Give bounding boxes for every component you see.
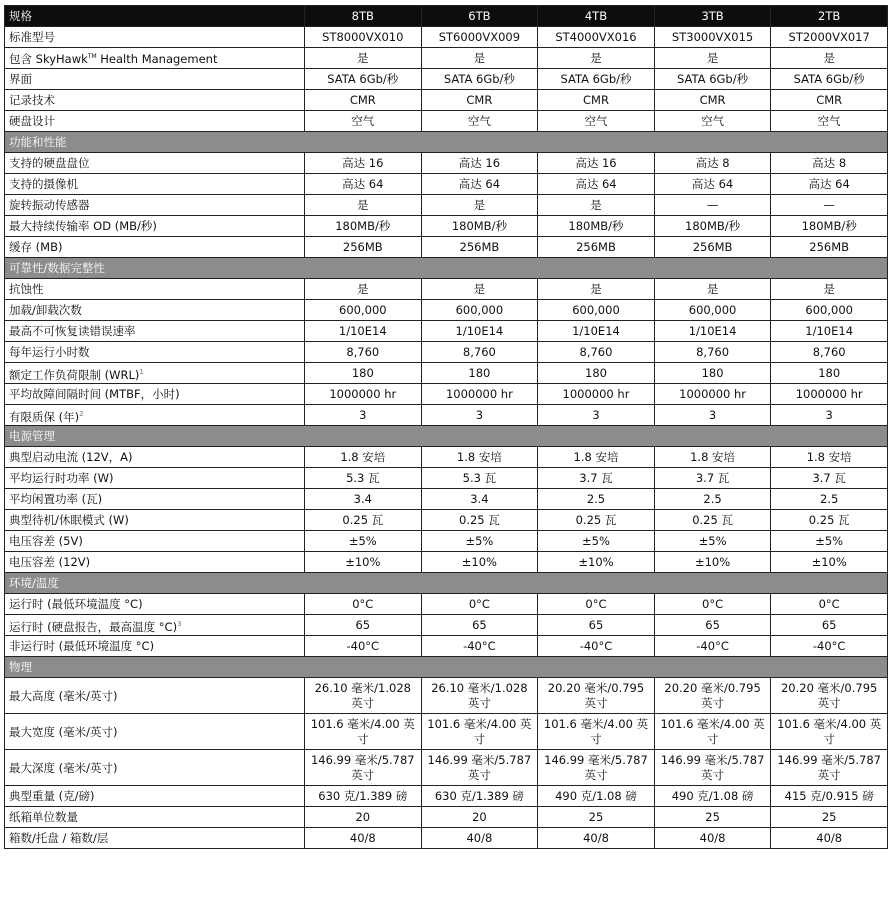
value-cell: 256MB [654, 237, 771, 258]
value-cell: 2.5 [771, 489, 888, 510]
table-row [5, 714, 888, 750]
value-cell: 180MB/秒 [305, 216, 422, 237]
row-label: 平均闲置功率 (瓦) [9, 492, 103, 506]
value-cell: 是 [654, 48, 771, 69]
value-cell: 101.6 毫米/4.00 英寸 [421, 714, 538, 750]
value-cell: -40°C [654, 636, 771, 657]
row-label-cell [5, 90, 305, 111]
footnote-marker: 2 [79, 409, 84, 418]
value-cell: 25 [654, 807, 771, 828]
row-label-cell [5, 69, 305, 90]
row-label: 额定工作负荷限制 (WRL) [9, 367, 140, 382]
value-cell: 1.8 安培 [421, 447, 538, 468]
row-label-cell [5, 489, 305, 510]
value-cell: 1000000 hr [771, 384, 888, 405]
section-row [5, 132, 888, 153]
section-title: 电源管理 [5, 426, 888, 447]
value-cell: -40°C [305, 636, 422, 657]
value-cell: 是 [305, 48, 422, 69]
capacity-header: 8TB [305, 6, 422, 27]
row-label: 运行时 (最低环境温度 °C) [9, 597, 143, 611]
value-cell: 65 [654, 615, 771, 636]
value-cell: 40/8 [771, 828, 888, 849]
value-cell: 是 [771, 48, 888, 69]
value-cell: 是 [538, 195, 655, 216]
value-cell: 是 [771, 279, 888, 300]
value-cell: 256MB [421, 237, 538, 258]
table-row [5, 237, 888, 258]
value-cell: 65 [305, 615, 422, 636]
section-row [5, 573, 888, 594]
table-row [5, 636, 888, 657]
value-cell: CMR [305, 90, 422, 111]
value-cell: 高达 64 [421, 174, 538, 195]
table-row [5, 195, 888, 216]
value-cell: 101.6 毫米/4.00 英寸 [654, 714, 771, 750]
section-title: 功能和性能 [5, 132, 888, 153]
table-header [5, 6, 888, 27]
row-label: 电压容差 (12V) [9, 555, 91, 569]
row-label: 最大宽度 (毫米/英寸) [9, 724, 118, 739]
table-row [5, 90, 888, 111]
value-cell: 0°C [771, 594, 888, 615]
table-row [5, 48, 888, 69]
row-label: 界面 [9, 72, 32, 86]
table-row [5, 510, 888, 531]
value-cell: 1/10E14 [421, 321, 538, 342]
row-label: 平均故障间隔时间 (MTBF，小时) [9, 387, 180, 401]
value-cell: 180 [654, 363, 771, 384]
value-cell: 20.20 毫米/0.795 英寸 [771, 678, 888, 714]
value-cell: 3 [421, 405, 538, 426]
value-cell: 180 [771, 363, 888, 384]
value-cell: 1000000 hr [538, 384, 655, 405]
table-row [5, 69, 888, 90]
row-label: 最大高度 (毫米/英寸) [9, 688, 118, 703]
value-cell: ±10% [771, 552, 888, 573]
row-label-cell [5, 27, 305, 48]
value-cell: ST3000VX015 [654, 27, 771, 48]
row-label-cell [5, 615, 305, 636]
row-label-cell [5, 405, 305, 426]
value-cell: 20 [305, 807, 422, 828]
value-cell: ±10% [538, 552, 655, 573]
value-cell: 空气 [654, 111, 771, 132]
table-body [5, 27, 888, 849]
value-cell: 1000000 hr [305, 384, 422, 405]
value-cell: 3.7 瓦 [654, 468, 771, 489]
table-row [5, 750, 888, 786]
row-label: 支持的硬盘盘位 [9, 156, 90, 170]
value-cell: 高达 64 [654, 174, 771, 195]
value-cell: 3.7 瓦 [538, 468, 655, 489]
value-cell: 高达 8 [654, 153, 771, 174]
value-cell: 8,760 [538, 342, 655, 363]
value-cell: 5.3 瓦 [421, 468, 538, 489]
value-cell: 630 克/1.389 磅 [421, 786, 538, 807]
row-label: 运行时 (硬盘报告，最高温度 °C) [9, 619, 178, 634]
value-cell: 490 克/1.08 磅 [538, 786, 655, 807]
value-cell: 25 [538, 807, 655, 828]
value-cell: 2.5 [538, 489, 655, 510]
value-cell: 空气 [771, 111, 888, 132]
row-label-cell [5, 552, 305, 573]
table-row [5, 447, 888, 468]
row-label: 硬盘设计 [9, 114, 55, 128]
value-cell: 0.25 瓦 [421, 510, 538, 531]
value-cell: 40/8 [654, 828, 771, 849]
value-cell: 8,760 [305, 342, 422, 363]
value-cell: 146.99 毫米/5.787 英寸 [771, 750, 888, 786]
value-cell: 1.8 安培 [538, 447, 655, 468]
value-cell: 高达 8 [771, 153, 888, 174]
row-label-cell [5, 807, 305, 828]
row-label-cell [5, 786, 305, 807]
value-cell: 180MB/秒 [771, 216, 888, 237]
value-cell: 101.6 毫米/4.00 英寸 [305, 714, 422, 750]
value-cell: 是 [305, 279, 422, 300]
row-label: 包含 SkyHawk [9, 51, 88, 66]
row-label-cell [5, 447, 305, 468]
value-cell: ±5% [421, 531, 538, 552]
value-cell: 20.20 毫米/0.795 英寸 [538, 678, 655, 714]
value-cell: 是 [305, 195, 422, 216]
value-cell: 65 [421, 615, 538, 636]
value-cell: 256MB [538, 237, 655, 258]
value-cell: ±5% [654, 531, 771, 552]
row-label-cell [5, 342, 305, 363]
value-cell: 空气 [421, 111, 538, 132]
section-row [5, 426, 888, 447]
value-cell: 3.4 [305, 489, 422, 510]
value-cell: 256MB [305, 237, 422, 258]
value-cell: 20.20 毫米/0.795 英寸 [654, 678, 771, 714]
value-cell: CMR [538, 90, 655, 111]
row-label: 最大深度 (毫米/英寸) [9, 760, 118, 775]
value-cell: 180 [305, 363, 422, 384]
value-cell: 0.25 瓦 [771, 510, 888, 531]
value-cell: -40°C [538, 636, 655, 657]
value-cell: 是 [421, 195, 538, 216]
row-label-cell [5, 714, 305, 750]
value-cell: 101.6 毫米/4.00 英寸 [771, 714, 888, 750]
value-cell: 40/8 [538, 828, 655, 849]
value-cell: 3 [654, 405, 771, 426]
row-label: 电压容差 (5V) [9, 534, 83, 548]
row-label: 支持的摄像机 [9, 177, 78, 191]
row-label: 每年运行小时数 [9, 345, 90, 359]
value-cell: 180MB/秒 [421, 216, 538, 237]
value-cell: 65 [771, 615, 888, 636]
value-cell: 5.3 瓦 [305, 468, 422, 489]
row-label: 典型启动电流 (12V，A) [9, 450, 133, 464]
value-cell: 26.10 毫米/1.028 英寸 [421, 678, 538, 714]
value-cell: 600,000 [654, 300, 771, 321]
table-row [5, 216, 888, 237]
value-cell: 2.5 [654, 489, 771, 510]
value-cell: 600,000 [421, 300, 538, 321]
row-label-cell [5, 300, 305, 321]
table-row [5, 363, 888, 384]
row-label-cell [5, 279, 305, 300]
value-cell: 1.8 安培 [305, 447, 422, 468]
value-cell: ST2000VX017 [771, 27, 888, 48]
table-row [5, 468, 888, 489]
value-cell: 8,760 [771, 342, 888, 363]
value-cell: 1000000 hr [421, 384, 538, 405]
value-cell: 8,760 [654, 342, 771, 363]
value-cell: 101.6 毫米/4.00 英寸 [538, 714, 655, 750]
row-label: 纸箱单位数量 [9, 810, 78, 824]
value-cell: 146.99 毫米/5.787 英寸 [654, 750, 771, 786]
value-cell: 空气 [305, 111, 422, 132]
value-cell: 高达 64 [305, 174, 422, 195]
row-label-cell [5, 468, 305, 489]
row-label-cell [5, 111, 305, 132]
row-label: 旋转振动传感器 [9, 198, 90, 212]
section-title: 环境/温度 [5, 573, 888, 594]
value-cell: 146.99 毫米/5.787 英寸 [538, 750, 655, 786]
value-cell: ±5% [538, 531, 655, 552]
value-cell: 180MB/秒 [654, 216, 771, 237]
value-cell: -40°C [421, 636, 538, 657]
value-cell: 630 克/1.389 磅 [305, 786, 422, 807]
table-row [5, 786, 888, 807]
section-title: 可靠性/数据完整性 [5, 258, 888, 279]
table-row [5, 174, 888, 195]
value-cell: CMR [654, 90, 771, 111]
row-label-cell [5, 363, 305, 384]
value-cell: 1.8 安培 [654, 447, 771, 468]
table-row [5, 27, 888, 48]
row-label-cell [5, 384, 305, 405]
value-cell: 65 [538, 615, 655, 636]
footnote-marker: 3 [177, 619, 182, 628]
row-label-cell [5, 216, 305, 237]
section-row [5, 657, 888, 678]
value-cell: ±10% [305, 552, 422, 573]
header-row [5, 6, 888, 27]
value-cell: 40/8 [305, 828, 422, 849]
row-label-cell [5, 48, 305, 69]
value-cell: 是 [421, 48, 538, 69]
value-cell: 是 [538, 279, 655, 300]
value-cell: 600,000 [305, 300, 422, 321]
row-label: 典型待机/休眠模式 (W) [9, 513, 129, 527]
value-cell: 高达 64 [771, 174, 888, 195]
value-cell: -40°C [771, 636, 888, 657]
value-cell: 1/10E14 [771, 321, 888, 342]
table-row [5, 321, 888, 342]
spec-table [4, 5, 888, 849]
value-cell: 600,000 [771, 300, 888, 321]
value-cell: 0°C [538, 594, 655, 615]
value-cell: 3.7 瓦 [771, 468, 888, 489]
value-cell: CMR [771, 90, 888, 111]
section-row [5, 258, 888, 279]
capacity-header: 4TB [538, 6, 655, 27]
table-row [5, 552, 888, 573]
value-cell: 是 [654, 279, 771, 300]
row-label-cell [5, 510, 305, 531]
value-cell: 180 [538, 363, 655, 384]
row-label: 箱数/托盘 / 箱数/层 [9, 831, 109, 845]
value-cell: 0°C [421, 594, 538, 615]
row-label: 标准型号 [9, 30, 55, 44]
value-cell: 空气 [538, 111, 655, 132]
row-label: 最高不可恢复读错误速率 [9, 324, 136, 338]
value-cell: 是 [421, 279, 538, 300]
table-row [5, 594, 888, 615]
value-cell: 1000000 hr [654, 384, 771, 405]
table-row [5, 828, 888, 849]
row-label: 缓存 (MB) [9, 240, 63, 254]
header-label: 规格 [5, 6, 305, 27]
row-label: 加载/卸载次数 [9, 303, 82, 317]
row-label-cell [5, 174, 305, 195]
value-cell: 0.25 瓦 [654, 510, 771, 531]
value-cell: SATA 6Gb/秒 [654, 69, 771, 90]
value-cell: 1/10E14 [305, 321, 422, 342]
value-cell: 1/10E14 [538, 321, 655, 342]
value-cell: 0.25 瓦 [538, 510, 655, 531]
table-row [5, 489, 888, 510]
footnote-marker: 1 [139, 367, 144, 376]
value-cell: 26.10 毫米/1.028 英寸 [305, 678, 422, 714]
value-cell: SATA 6Gb/秒 [421, 69, 538, 90]
value-cell: 256MB [771, 237, 888, 258]
value-cell: 高达 64 [538, 174, 655, 195]
row-label-cell [5, 750, 305, 786]
capacity-header: 2TB [771, 6, 888, 27]
row-label-cell [5, 195, 305, 216]
value-cell: — [771, 195, 888, 216]
value-cell: ±10% [654, 552, 771, 573]
value-cell: ±5% [771, 531, 888, 552]
trademark-mark: TM [87, 53, 97, 61]
value-cell: — [654, 195, 771, 216]
table-row [5, 384, 888, 405]
value-cell: 180MB/秒 [538, 216, 655, 237]
value-cell: 高达 16 [421, 153, 538, 174]
table-row [5, 678, 888, 714]
value-cell: ST8000VX010 [305, 27, 422, 48]
capacity-header: 3TB [654, 6, 771, 27]
value-cell: 20 [421, 807, 538, 828]
value-cell: 415 克/0.915 磅 [771, 786, 888, 807]
row-label-cell [5, 153, 305, 174]
value-cell: 25 [771, 807, 888, 828]
row-label-cell [5, 321, 305, 342]
value-cell: 3.4 [421, 489, 538, 510]
value-cell: 高达 16 [538, 153, 655, 174]
row-label: 抗蚀性 [9, 282, 44, 296]
value-cell: ST4000VX016 [538, 27, 655, 48]
value-cell: 0°C [654, 594, 771, 615]
value-cell: SATA 6Gb/秒 [305, 69, 422, 90]
value-cell: 146.99 毫米/5.787 英寸 [305, 750, 422, 786]
value-cell: ±5% [305, 531, 422, 552]
value-cell: SATA 6Gb/秒 [538, 69, 655, 90]
row-label-cell [5, 828, 305, 849]
section-title: 物理 [5, 657, 888, 678]
value-cell: 高达 16 [305, 153, 422, 174]
value-cell: SATA 6Gb/秒 [771, 69, 888, 90]
table-row [5, 405, 888, 426]
table-row [5, 279, 888, 300]
table-row [5, 342, 888, 363]
value-cell: 146.99 毫米/5.787 英寸 [421, 750, 538, 786]
row-label-cell [5, 531, 305, 552]
row-label: 典型重量 (克/磅) [9, 789, 95, 803]
capacity-header: 6TB [421, 6, 538, 27]
row-label: 有限质保 (年) [9, 409, 80, 424]
value-cell: 8,760 [421, 342, 538, 363]
table-row [5, 615, 888, 636]
value-cell: 180 [421, 363, 538, 384]
value-cell: 3 [305, 405, 422, 426]
row-label: 平均运行时功率 (W) [9, 471, 114, 485]
row-label-cell [5, 678, 305, 714]
table-row [5, 300, 888, 321]
value-cell: 40/8 [421, 828, 538, 849]
row-label: 记录技术 [9, 93, 55, 107]
table-row [5, 111, 888, 132]
table-row [5, 531, 888, 552]
value-cell: 0.25 瓦 [305, 510, 422, 531]
row-label: 非运行时 (最低环境温度 °C) [9, 639, 155, 653]
row-label: 最大持续传输率 OD (MB/秒) [9, 219, 157, 233]
row-label-suffix: Health Management [96, 51, 218, 66]
value-cell: 1/10E14 [654, 321, 771, 342]
value-cell: 3 [771, 405, 888, 426]
table-row [5, 807, 888, 828]
value-cell: 是 [538, 48, 655, 69]
row-label-cell [5, 594, 305, 615]
table-row [5, 153, 888, 174]
row-label-cell [5, 636, 305, 657]
row-label-cell [5, 237, 305, 258]
value-cell: 600,000 [538, 300, 655, 321]
value-cell: CMR [421, 90, 538, 111]
value-cell: 490 克/1.08 磅 [654, 786, 771, 807]
value-cell: ST6000VX009 [421, 27, 538, 48]
value-cell: 3 [538, 405, 655, 426]
value-cell: 1.8 安培 [771, 447, 888, 468]
value-cell: ±10% [421, 552, 538, 573]
value-cell: 0°C [305, 594, 422, 615]
